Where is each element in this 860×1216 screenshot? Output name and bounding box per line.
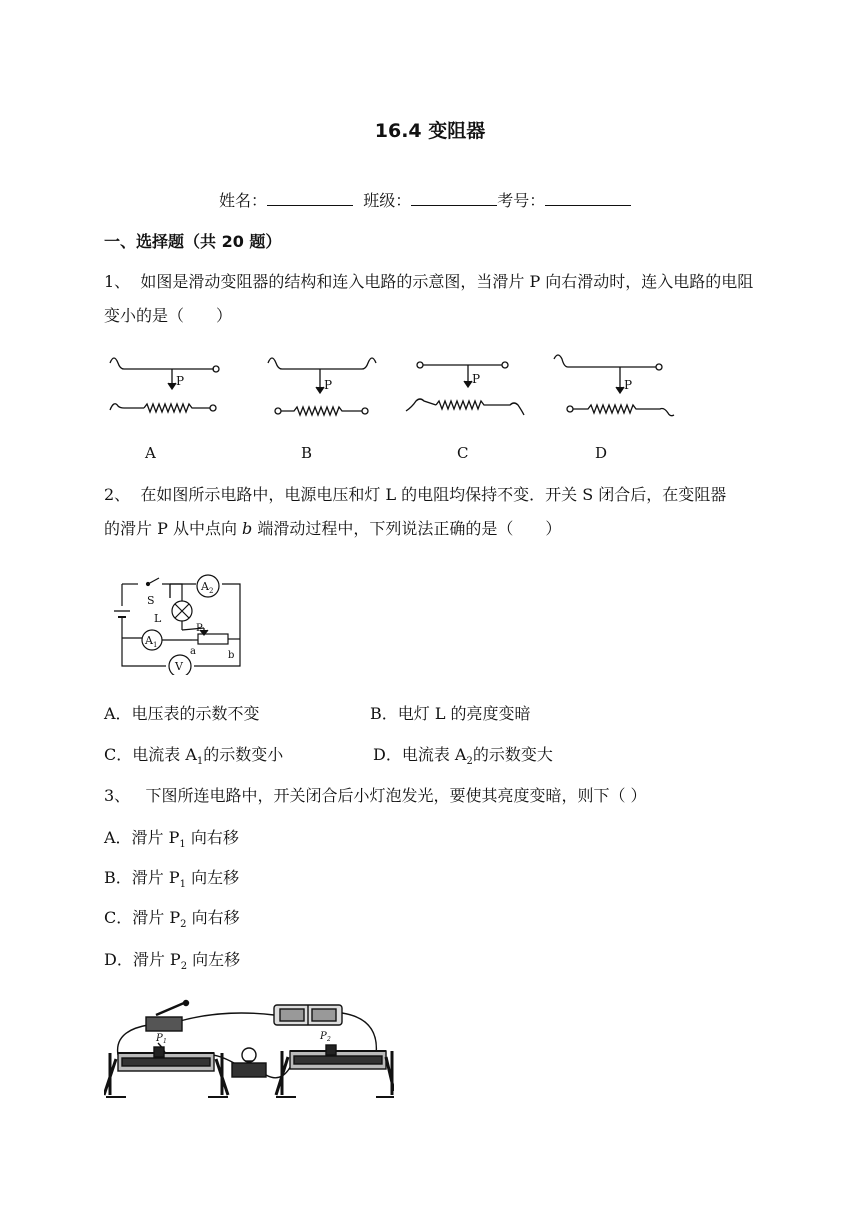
a1-sub-label: 1 [153,641,158,649]
q2-option-a[interactable]: A．电压表的示数不变 [104,704,260,723]
rheostat-icon [198,634,228,644]
q3-option-c-text-2: 向右移 [186,908,240,927]
figure-letter-d: D [595,444,608,462]
class-blank[interactable] [411,188,497,206]
q2-option-c-sub: 1 [196,756,204,768]
q1-rheostat-figures [100,345,690,425]
question-2-text-1: 在如图所示电路中，电源电压和灯 L 的电阻均保持不变．开关 S 闭合后，在变阻器 [140,485,727,504]
q2-option-d-sub: 2 [466,756,473,768]
q3-option-b-text: B．滑片 P [104,868,180,887]
name-blank[interactable] [267,188,353,206]
figure-c-p-label: P [472,372,481,386]
question-3-number: 3、 [104,786,131,805]
question-2-text-2c: 端滑动过程中，下列说法正确的是（ ） [252,519,562,538]
p1-label: P [156,1033,163,1044]
q2-option-b[interactable]: B．电灯 L 的亮度变暗 [370,704,531,723]
question-2-line-2 [104,517,561,541]
p1-sub-label: 1 [163,1038,167,1045]
q2-option-d-text: D．电流表 A [373,745,467,764]
figure-letter-b: B [301,444,313,462]
q3-option-b-sub: 1 [179,879,186,891]
id-label: 考号： [497,191,546,210]
name-label: 姓名： [219,191,268,210]
q3-option-d-text-2: 向左移 [187,950,241,969]
page-title: 16.4 变阻器 [374,120,486,142]
figure-b [268,358,376,415]
q3-option-b[interactable] [104,866,239,897]
figure-d [554,355,674,416]
q2-option-c[interactable] [104,743,283,774]
q2-option-d-text-2: 的示数变大 [472,745,553,764]
q2-option-c-text: C．电流表 A [104,745,197,764]
q3-apparatus-illustration [104,995,394,1105]
lamp-label: L [154,612,162,625]
question-2-text-2a: 的滑片 P 从中点向 [104,519,243,538]
lamp-base-icon [232,1048,266,1077]
figure-a-p-label: P [176,374,185,388]
q3-option-a[interactable] [104,826,239,857]
figure-b-p-label: P [324,378,333,392]
figure-c [406,362,524,415]
question-2-line-1 [104,483,726,507]
question-3-text: 下图所连电路中，开关闭合后小灯泡发光，要使其亮度变暗，则下（ ） [145,786,647,805]
q2-circuit-diagram [104,570,254,675]
question-2-number: 2、 [104,485,131,504]
q2-option-d[interactable] [373,743,553,774]
question-1-text: 如图是滑动变阻器的结构和连入电路的示意图，当滑片 P 向右滑动时，连入电路的电阻变小的是（ ） [104,272,754,325]
id-blank[interactable] [545,188,631,206]
a2-label: A [201,580,209,593]
q3-option-a-text-2: 向右移 [185,828,239,847]
figure-letter-c: C [457,444,469,462]
q3-option-c-sub: 2 [180,919,187,931]
q3-option-b-text-2: 向左移 [186,868,240,887]
terminal-b-label: b [228,650,235,661]
student-info-line [219,188,631,213]
slider-label: P [196,623,203,634]
figure-a [110,358,219,412]
terminal-a-label: a [190,646,196,657]
q2-option-c-text-2: 的示数变小 [203,745,284,764]
section-heading: 一、选择题（共 20 题） [104,232,282,251]
question-1 [104,265,764,333]
q3-option-d[interactable] [104,948,240,979]
switch-block-icon [146,1017,182,1031]
q3-option-d-text: D．滑片 P [104,950,181,969]
q3-option-a-sub: 1 [179,839,186,851]
q3-option-c-text: C．滑片 P [104,908,181,927]
q3-option-d-sub: 2 [180,961,188,973]
figure-letter-a: A [145,444,156,462]
a2-sub-label: 2 [209,587,214,595]
figure-d-p-label: P [624,378,633,392]
p2-label: P [320,1031,327,1042]
question-2-text-2b: b [242,519,253,538]
rheostat-2-icon [276,1045,394,1097]
v-label: V [175,660,183,673]
class-label: 班级： [363,191,412,210]
switch-label: S [147,594,155,607]
q3-option-c[interactable] [104,906,240,937]
question-1-number: 1、 [104,272,131,291]
rheostat-1-icon [104,1047,228,1097]
question-3 [104,784,647,808]
q3-option-a-text: A．滑片 P [104,828,180,847]
a1-label: A [145,634,153,647]
p2-sub-label: 2 [327,1036,331,1043]
